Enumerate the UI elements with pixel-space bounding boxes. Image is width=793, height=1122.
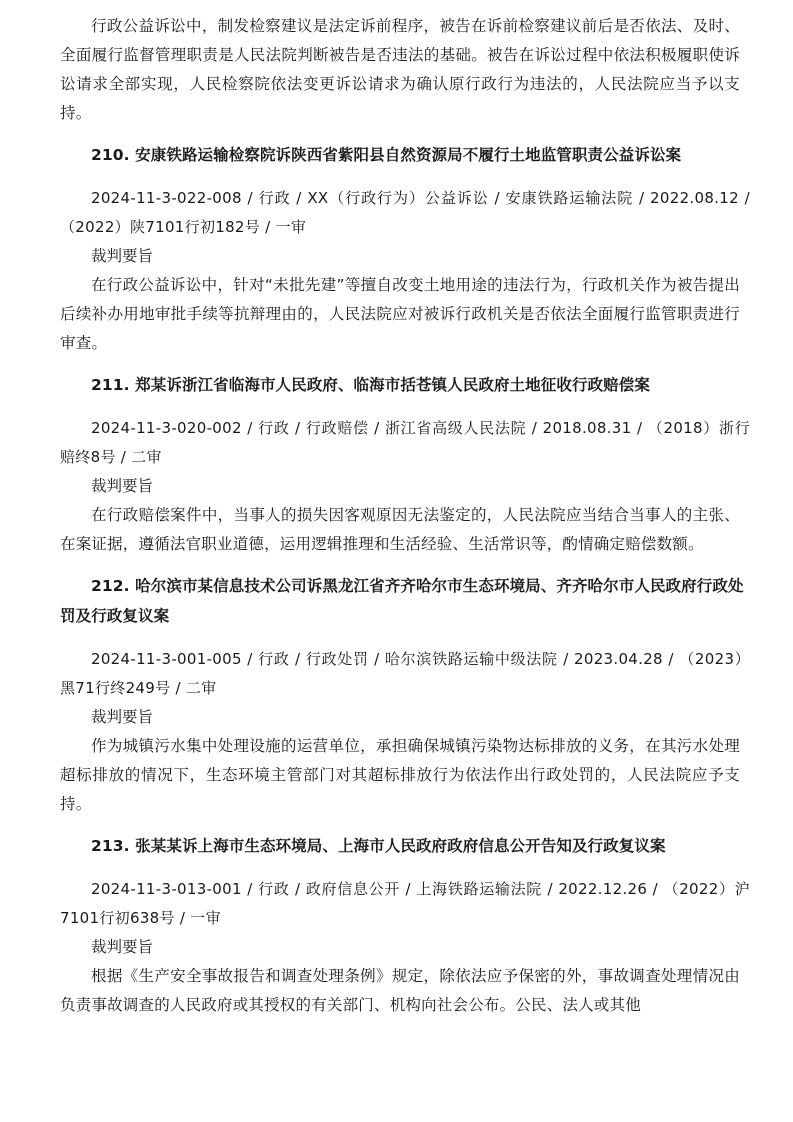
document-page xyxy=(0,12,793,1020)
case-title: 210. 安康铁路运输检察院诉陕西省紫阳县自然资源局不履行土地监管职责公益诉讼案 xyxy=(91,146,682,164)
intro-paragraph: 行政公益诉讼中，制发检察建议是法定诉前程序，被告在诉前检察建议前后是否依法、及时、全面履行监督管理职责是人民法院判断被告是否违法的基础。被告在诉讼过程中依法积极履职使诉讼请求全部实现，人民检察院依法变更诉讼请求为确认原行政行为违法的，人民法院应当予以支持。 xyxy=(60,17,740,122)
summary-label: 裁判要旨 xyxy=(91,247,154,265)
case-entry xyxy=(0,571,793,819)
case-entry xyxy=(0,140,793,358)
summary-label: 裁判要旨 xyxy=(91,938,154,956)
case-metadata: 2024-11-3-020-002 / 行政 / 行政赔偿 / 浙江省高级人民法院 / 2018.08.31 / （2018）浙行赔终8号 / 二审 xyxy=(60,419,750,466)
case-summary: 在行政公益诉讼中，针对“未批先建”等擅自改变土地用途的违法行为，行政机关作为被告提出后续补办用地审批手续等抗辩理由的，人民法院应对被诉行政机关是否依法全面履行监管职责进行审查。 xyxy=(60,276,740,352)
case-entry xyxy=(0,370,793,559)
summary-label: 裁判要旨 xyxy=(91,708,154,726)
case-title: 211. 郑某诉浙江省临海市人民政府、临海市括苍镇人民政府土地征收行政赔偿案 xyxy=(91,376,650,394)
case-entry xyxy=(0,831,793,1020)
case-metadata: 2024-11-3-022-008 / 行政 / XX（行政行为）公益诉讼 / 安康铁路运输法院 / 2022.08.12 / （2022）陕7101行初182号 / 一审 xyxy=(60,189,750,236)
case-summary: 根据《生产安全事故报告和调查处理条例》规定，除依法应予保密的外，事故调查处理情况由负责事故调查的人民政府或其授权的有关部门、机构向社会公布。公民、法人或其他 xyxy=(60,967,740,1014)
case-metadata: 2024-11-3-001-005 / 行政 / 行政处罚 / 哈尔滨铁路运输中级法院 / 2023.04.28 / （2023）黑71行终249号 / 二审 xyxy=(60,650,750,697)
summary-label: 裁判要旨 xyxy=(91,477,154,495)
case-title: 213. 张某某诉上海市生态环境局、上海市人民政府政府信息公开告知及行政复议案 xyxy=(91,837,666,855)
case-metadata: 2024-11-3-013-001 / 行政 / 政府信息公开 / 上海铁路运输法院 / 2022.12.26 / （2022）沪7101行初638号 / 一审 xyxy=(60,880,750,927)
case-summary: 在行政赔偿案件中，当事人的损失因客观原因无法鉴定的，人民法院应当结合当事人的主张、在案证据，遵循法官职业道德，运用逻辑推理和生活经验、生活常识等，酌情确定赔偿数额。 xyxy=(60,506,740,553)
case-summary: 作为城镇污水集中处理设施的运营单位，承担确保城镇污染物达标排放的义务，在其污水处理超标排放的情况下，生态环境主管部门对其超标排放行为依法作出行政处罚的，人民法院应予支持。 xyxy=(60,737,740,813)
case-title: 212. 哈尔滨市某信息技术公司诉黑龙江省齐齐哈尔市生态环境局、齐齐哈尔市人民政府行政处罚及行政复议案 xyxy=(60,577,744,625)
